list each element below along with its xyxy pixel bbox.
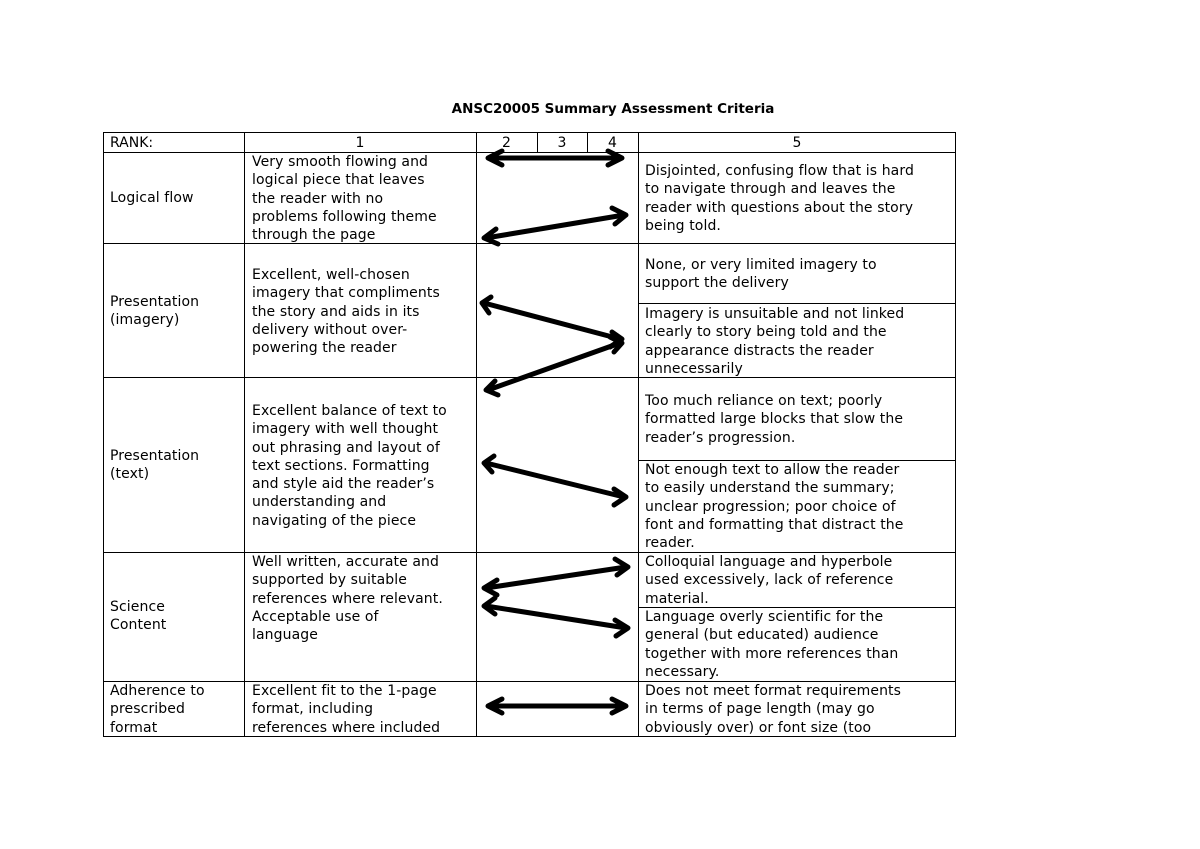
presentation-text-rank1: Excellent balance of text to imagery with well thought out phrasing and layout of text sections. Formatting and style aid the reader’s understanding and navigating of the piece bbox=[252, 403, 447, 529]
presentation-imagery-rank1: Excellent, well-chosen imagery that compliments the story and aids in its delivery without over- powering the reader bbox=[252, 267, 440, 357]
arrow-adherence bbox=[488, 699, 626, 713]
arrow-imagery-upper bbox=[482, 297, 622, 347]
arrow-logical-flow-bottom bbox=[484, 208, 626, 244]
arrow-logical-flow-top bbox=[488, 151, 622, 165]
arrow-imagery-lower bbox=[486, 337, 622, 395]
criterion-adherence-format: Adherence to prescribed format bbox=[110, 683, 205, 736]
presentation-text-rank5-a: Too much reliance on text; poorly formatted large blocks that slow the reader’s progression. bbox=[645, 393, 904, 446]
rank-5-header: 5 bbox=[792, 135, 802, 151]
rank-1-header: 1 bbox=[355, 135, 365, 151]
science-content-rank5-a: Colloquial language and hyperbole used excessively, lack of reference material. bbox=[645, 554, 894, 607]
adherence-format-rank5: Does not meet format requirements in terms of page length (may go obviously over) or font size (too bbox=[645, 683, 902, 736]
criterion-logical-flow: Logical flow bbox=[110, 190, 194, 206]
rank-4-header: 4 bbox=[608, 135, 617, 151]
criterion-science-content: Science Content bbox=[110, 599, 167, 634]
arrow-text bbox=[484, 456, 626, 505]
logical-flow-rank1: Very smooth flowing and logical piece that leaves the reader with no problems following theme through the page bbox=[252, 154, 437, 244]
criterion-presentation-text: Presentation (text) bbox=[110, 448, 200, 483]
science-content-rank5-b: Language overly scientific for the general (but educated) audience together with more references than necessary. bbox=[645, 609, 899, 680]
logical-flow-rank5: Disjointed, confusing flow that is hard to navigate through and leaves the reader with questions about the story being told. bbox=[645, 163, 914, 234]
adherence-format-rank1: Excellent fit to the 1-page format, including references where included bbox=[252, 683, 441, 736]
presentation-imagery-rank5-b: Imagery is unsuitable and not linked clearly to story being told and the appearance distracts the reader unnecessarily bbox=[645, 306, 905, 377]
science-content-rank1: Well written, accurate and supported by suitable references where relevant. Acceptable use of language bbox=[252, 554, 443, 644]
arrow-science-lower bbox=[484, 598, 628, 636]
rank-2-header: 2 bbox=[502, 135, 511, 151]
page-title: ANSC20005 Summary Assessment Criteria bbox=[451, 101, 775, 117]
criterion-presentation-imagery: Presentation (imagery) bbox=[110, 294, 200, 329]
rank-3-header: 3 bbox=[557, 135, 567, 151]
arrow-science-upper bbox=[484, 559, 628, 595]
rank-label: RANK: bbox=[110, 135, 154, 151]
presentation-text-rank5-b: Not enough text to allow the reader to easily understand the summary; unclear progression; poor choice of font and formatting that distract the reader. bbox=[645, 462, 904, 552]
presentation-imagery-rank5-a: None, or very limited imagery to support the delivery bbox=[645, 257, 877, 292]
